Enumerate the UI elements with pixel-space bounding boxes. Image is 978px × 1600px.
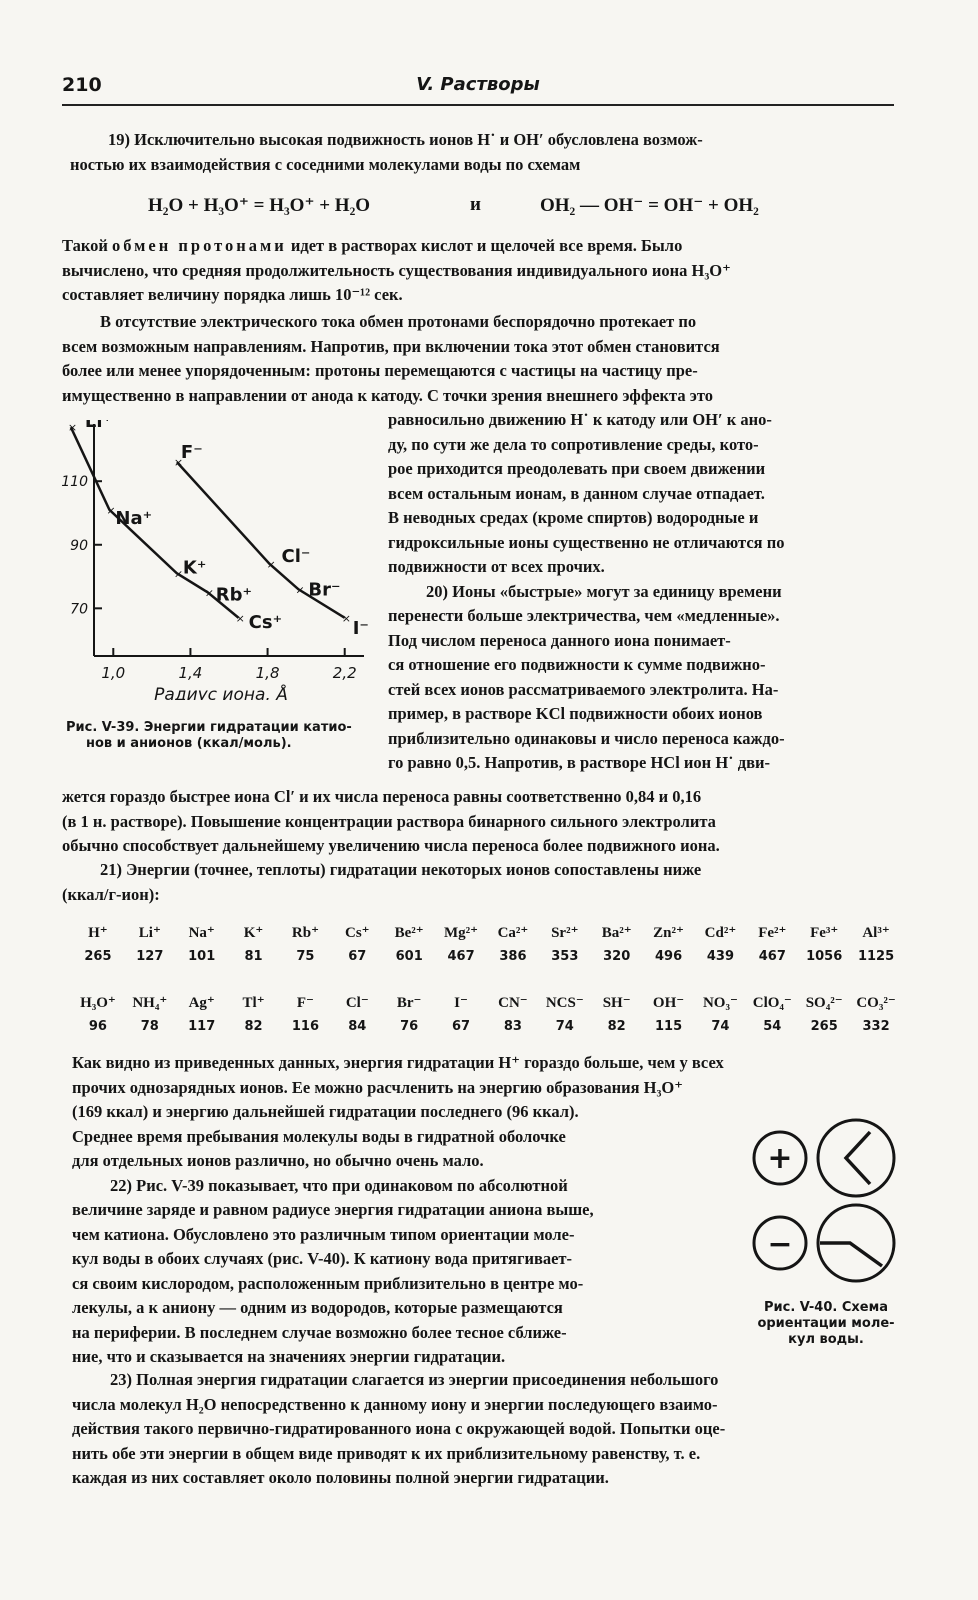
data-point-marker: × [173,456,184,470]
equation-left: H₂O + H₃O⁺ = H₃O⁺ + H₂O [148,195,371,216]
text-line: на периферии. В последнем случае возможно более тесное сближе- [72,1322,567,1342]
ion-symbol: Br⁻ [396,994,422,1011]
text-line: чем катиона. Обусловлено это различным типом ориентации моле- [72,1224,575,1244]
caption-line: кул воды. [788,1332,864,1347]
x-tick-label: 1,8 [255,664,280,682]
ion-symbol: Ag⁺ [188,994,215,1011]
caption-line: ориентации моле- [757,1316,895,1331]
ion-symbol: F⁻ [296,994,314,1011]
caption-line: нов и анионов (ккал/моль). [86,736,292,751]
caption-line: Рис. V-39. Энергии гидратации катио- [66,720,352,735]
water-molecule-circle [818,1120,894,1196]
hydration-energy-value: 67 [452,1018,471,1034]
data-point-label: K⁺ [182,557,207,579]
page-header [62,74,894,106]
x-axis-label: Радиус иона, Å [154,685,288,700]
ion-symbol: CN⁻ [498,994,528,1011]
ion-symbol: Rb⁺ [291,924,319,941]
equation-right: OH₂ — OH⁻ = OH⁻ + OH₂ [540,195,759,216]
hydration-energy-value: 83 [503,1018,522,1034]
ion-symbol: H⁺ [88,924,108,941]
hydration-energy-value: 74 [711,1018,730,1034]
equation-conjunction: и [470,194,481,215]
y-tick-label: 90 [70,537,88,554]
paragraph-21 [62,858,894,907]
text-line: гидроксильные ионы существенно не отличаются по [388,532,785,552]
figure-v40 [746,1118,896,1298]
y-tick-label: 70 [70,601,88,618]
text-line: равносильно движению H˙ к катоду или OH′ к ано- [388,410,772,429]
data-point-marker: × [235,611,245,625]
water-molecule-bonds [820,1243,882,1266]
hydration-energy-value: 386 [499,948,527,964]
data-point-marker: × [204,586,215,600]
ion-symbol: H₃O⁺ [80,994,116,1011]
paragraph-21b [72,1051,896,1100]
hydration-energy-value: 265 [84,948,112,964]
x-tick-label: 2,2 [332,664,357,682]
figure-v39 [60,420,380,700]
text-line: обычно способствует дальнейшему увеличению числа переноса более подвижного иона. [62,836,720,855]
ion-symbol: NCS⁻ [545,994,584,1011]
text-line: В отсутствие электрического тока обмен протонами беспорядочно протекает по [100,312,697,331]
ion-symbol: Fe³⁺ [810,924,839,941]
text-line: пример, в растворе KCl подвижности обоих ионов [388,704,763,723]
figure-v40-caption [746,1300,906,1348]
hydration-energy-value: 353 [551,948,579,964]
paragraph-20-continued [62,785,894,859]
hydration-energy-chart [60,420,380,700]
ion-symbol: Cl⁻ [345,994,369,1011]
ion-symbol: Tl⁺ [242,994,265,1011]
ion-symbol: Ca²⁺ [497,924,529,941]
ion-symbol: Zn²⁺ [653,924,684,941]
data-point-label: Rb⁺ [215,584,253,606]
text-line: действия такого первично-гидратированного иона с окружающей водой. Попытки оце- [72,1419,726,1438]
ion-symbol: Na⁺ [188,924,215,941]
text-line: нить обе эти энергии в общем виде приводят к их приблизительному равенству, т. е. [72,1443,701,1463]
text-line: прочих однозарядных ионов. Ее можно расчленить на энергию образования H₃O⁺ [72,1077,683,1097]
ion-symbol: Mg²⁺ [444,924,479,941]
text-line: ние, что и сказывается на значениях энергии гидратации. [72,1347,506,1366]
paragraph-19c [62,310,894,408]
hydration-energy-value: 439 [706,948,734,964]
text-line: кул воды в обоих случаях (рис. V-40). К катиону вода притягивает- [72,1249,573,1268]
ion-symbol: Be²⁺ [394,924,424,941]
ion-symbol: Cs⁺ [345,924,370,941]
hydration-energy-value: 320 [603,948,631,964]
hydration-energy-value: 467 [758,948,786,964]
text-line: (ккал/г-ион): [62,884,160,904]
ion-symbol: Li⁺ [138,924,161,941]
hydration-energy-value: 82 [607,1018,626,1034]
hydration-energy-value: 81 [244,948,263,964]
hydration-table-1 [72,918,902,966]
text-line: 23) Полная энергия гидратации слагается из энергии присоединения небольшого [110,1370,719,1389]
text-line: Как видно из приведенных данных, энергия гидратации H⁺ гораздо больше, чем у всех [72,1053,724,1072]
figure-v39-caption [66,720,386,752]
value-row [72,1016,902,1036]
text-line: составляет величину порядка лишь 10⁻¹² сек. [62,285,403,304]
text-line: лекулы, а к аниону — одним из водородов, которые размещаются [72,1298,563,1317]
ion-symbol: SH⁻ [602,994,631,1011]
ion-symbol: ClO₄⁻ [752,994,792,1011]
data-point-marker: × [295,583,305,597]
hydration-energy-value: 101 [188,948,216,964]
text-run: Такой [62,236,113,255]
hydration-energy-value: 67 [348,948,367,964]
hydration-energy-value: 74 [555,1018,574,1034]
data-point-label: Cl⁻ [281,545,311,567]
text-line: Среднее время пребывания молекулы воды в гидратной оболочке [72,1126,566,1146]
ion-symbol: NH₄⁺ [132,994,168,1011]
text-line: более или менее упорядоченным: протоны перемещаются с частицы на частицу пре- [62,361,698,380]
ion-symbol: Ba²⁺ [601,924,632,941]
hydration-energy-value: 115 [654,1018,683,1034]
hydration-energy-value: 1125 [857,948,895,964]
minus-sign: − [767,1227,793,1262]
ion-symbol: I⁻ [454,994,468,1011]
text-line: (в 1 н. растворе). Повышение концентрации раствора бинарного сильного электролита [62,811,716,831]
value-row [72,946,902,966]
ion-row [72,918,902,946]
ion-symbol: Cd²⁺ [704,924,737,941]
paragraph-19 [70,128,896,177]
caption-line: Рис. V-40. Схема [763,1300,888,1315]
text-line: приблизительно одинаковы и число переноса каждо- [388,728,785,748]
data-point-label: I⁻ [352,617,369,639]
text-line: каждая из них составляет около половины полной энергии гидратации. [72,1468,609,1487]
hydration-energy-value: 496 [654,948,683,964]
page-number: 210 [62,74,102,96]
data-point-label: Br⁻ [308,579,341,601]
text-run: идет в растворах кислот и щелочей все время. Было [286,236,683,255]
ion-row [72,988,902,1016]
paragraph-19b [62,234,894,308]
hydration-energy-value: 601 [395,948,423,964]
water-orientation-diagram [746,1118,896,1298]
text-line: величине заряде и равном радиусе энергия гидратации аниона выше, [72,1200,594,1219]
data-point-marker: × [341,611,351,625]
text-line: (169 ккал) и энергию дальнейшей гидратации последнего (96 ккал). [72,1102,579,1121]
water-molecule-bonds [846,1132,870,1184]
hydration-energy-value: 117 [188,1018,216,1034]
data-point-marker: × [266,557,276,571]
data-point-label: F⁻ [180,442,203,464]
data-point-marker: × [106,503,116,517]
ion-symbol: K⁺ [243,924,264,941]
text-line: В неводных средах (кроме спиртов) водородные и [388,508,759,527]
hydration-energy-value: 96 [88,1018,107,1034]
running-title: V. Растворы [416,74,540,95]
text-line: ду, по сути же дела то сопротивление среды, кото- [388,434,759,454]
hydration-energy-value: 75 [296,948,315,964]
text-line: всем остальным ионам, в данном случае отпадает. [388,483,765,503]
text-line: рое приходится преодолевать при своем движении [388,459,766,478]
hydration-energy-value: 265 [810,1018,838,1034]
text-line: 19) Исключительно высокая подвижность ионов H˙ и OH′ обусловлена возмож- [108,130,703,149]
paragraph-21c [72,1100,722,1370]
text-line: числа молекул H₂O непосредственно к данному иону и энергии последующего взаимо- [72,1394,718,1414]
x-tick-label: 1,0 [101,664,126,682]
text-line: стей всех ионов рассматриваемого электролита. На- [388,679,779,699]
emphasized-term: обмен протонами [112,236,287,255]
y-tick-label: 110 [61,474,88,491]
ion-symbol: Fe²⁺ [758,924,787,941]
ion-symbol: CO₃²⁻ [856,994,896,1011]
hydration-energy-value: 116 [291,1018,319,1034]
text-line [62,234,894,259]
data-point-marker: × [173,567,184,581]
hydration-energy-value: 332 [862,1018,890,1034]
ion-symbol: Sr²⁺ [551,924,579,941]
ion-symbol: Al³⁺ [862,924,890,941]
text-line: подвижности от всех прочих. [388,557,605,576]
ion-symbol: OH⁻ [652,994,685,1011]
hydration-energy-value: 127 [136,948,164,964]
text-line: перенести больше электричества, чем «медленные». [388,606,780,625]
data-point-marker: × [67,421,78,435]
text-line: Под числом переноса данного иона понимает- [388,630,731,650]
text-line: 21) Энергии (точнее, теплоты) гидратации некоторых ионов сопоставлены ниже [100,860,702,879]
hydration-energy-value: 54 [763,1018,782,1034]
text-line: ся своим кислородом, расположенным приблизительно в центре мо- [72,1273,584,1293]
hydration-energy-value: 84 [348,1018,367,1034]
text-line: ностью их взаимодействия с соседними молекулами воды по схемам [70,154,581,174]
x-tick-label: 1,4 [178,664,203,682]
text-line: жется гораздо быстрее иона Cl′ и их числа переноса равны соответственно 0,84 и 0,16 [62,787,702,806]
data-point-label: Na⁺ [115,507,153,529]
data-point-label: Li⁺ [84,420,112,433]
data-point-label: Cs⁺ [248,611,283,633]
text-line: всем возможным направлениям. Напротив, при включении тока этот обмен становится [62,336,720,356]
hydration-energy-value: 1056 [806,948,843,964]
text-line: 22) Рис. V-39 показывает, что при одинаковом по абсолютной [110,1175,568,1195]
text-line: имущественно в направлении от анода к катоду. С точки зрения внешнего эффекта это [62,385,714,405]
side-column [388,408,894,776]
ion-symbol: NO₃⁻ [702,994,738,1011]
ion-symbol: SO₄²⁻ [805,994,843,1011]
hydration-energy-value: 467 [447,948,475,964]
text-line: вычислено, что средняя продолжительность существования индивидуального иона H₃O⁺ [62,260,731,280]
text-line: го равно 0,5. Напротив, в растворе HCl ион H˙ дви- [388,753,771,772]
text-line: 20) Ионы «быстрые» могут за единицу времени [426,581,782,601]
hydration-energy-value: 78 [140,1018,159,1034]
hydration-table-2 [72,988,902,1036]
paragraph-23 [72,1368,896,1491]
hydration-energy-value: 82 [244,1018,263,1034]
plus-sign: + [767,1141,793,1176]
text-line: ся отношение его подвижности к сумме подвижно- [388,655,766,674]
text-line: для отдельных ионов различно, но обычно очень мало. [72,1151,484,1170]
hydration-energy-value: 76 [400,1018,419,1034]
